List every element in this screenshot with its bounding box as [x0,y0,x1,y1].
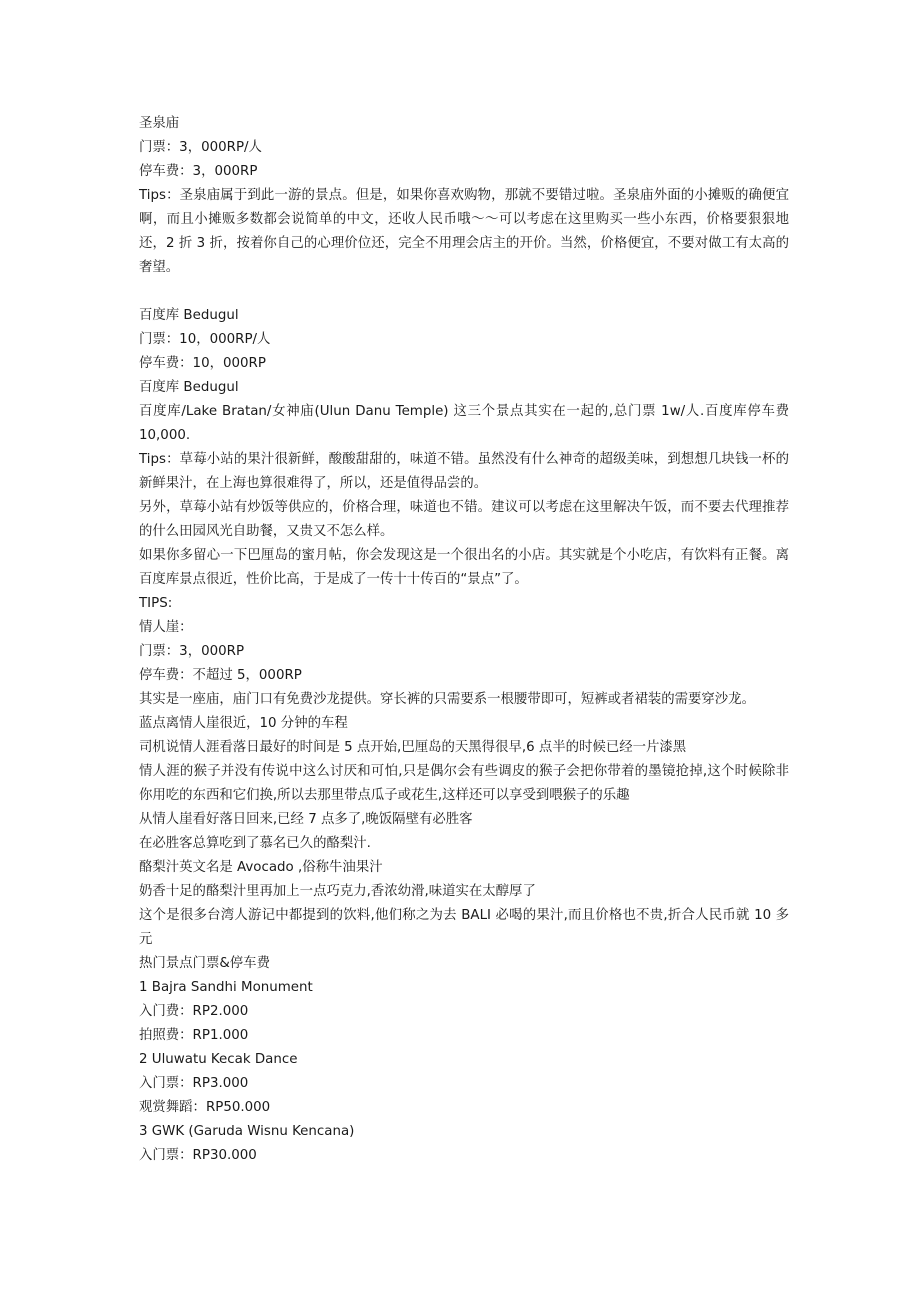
text-line: 酪梨汁英文名是 Avocado ,俗称牛油果汁 [139,860,383,875]
tips-paragraph: Tips：草莓小站的果汁很新鲜，酸酸甜甜的，味道不错。虽然没有什么神奇的超级美味，到想想几块钱一杯的新鲜果汁，在上海也算很难得了，所以，还是值得品尝的。 [139,452,789,491]
temple-title: 百度库 Bedugul [139,308,239,323]
parking-line: 停车费：10，000RP [139,356,266,371]
section-title: 热门景点门票&停车费 [139,956,270,971]
section-title: 情人崖： [139,620,193,635]
blank-line [139,280,789,304]
attraction-title: 3 GWK (Garuda Wisnu Kencana) [139,1124,355,1139]
attraction-title: 2 Uluwatu Kecak Dance [139,1052,298,1067]
text-paragraph: 如果你多留心一下巴厘岛的蜜月帖，你会发现这是一个很出名的小店。其实就是个小吃店，有饮料有正餐。离百度库景点很近，性价比高，于是成了一传十十传百的“景点”了。 [139,548,789,587]
temple-title: 圣泉庙 [139,116,180,131]
fee-line: 入门票：RP3.000 [139,1076,249,1091]
text-paragraph: 百度库/Lake Bratan/女神庙(Ulun Danu Temple) 这三个景点其实在一起的,总门票 1w/人.百度库停车费 10,000. [139,404,789,443]
text-line: 蓝点离情人崖很近，10 分钟的车程 [139,716,348,731]
text-line: 在必胜客总算吃到了慕名已久的酪梨汁. [139,836,371,851]
document-page [139,112,789,1168]
fee-line: 入门票：RP30.000 [139,1148,257,1163]
text-line: 司机说情人涯看落日最好的时间是 5 点开始,巴厘岛的天黑得很早,6 点半的时候已经一片漆黑 [139,740,687,755]
parking-line: 停车费：3，000RP [139,164,258,179]
attraction-title: 1 Bajra Sandhi Monument [139,980,313,995]
fee-line: 观赏舞蹈：RP50.000 [139,1100,271,1115]
text-line: 从情人崖看好落日回来,已经 7 点多了,晚饭隔壁有必胜客 [139,812,473,827]
text-paragraph: 另外，草莓小站有炒饭等供应的，价格合理，味道也不错。建议可以考虑在这里解决午饭，而不要去代理推荐的什么田园风光自助餐，又贵又不怎么样。 [139,500,789,539]
ticket-line: 门票：3，000RP [139,644,245,659]
ticket-line: 门票：3，000RP/人 [139,140,262,155]
parking-line: 停车费：不超过 5，000RP [139,668,302,683]
text-line: 奶香十足的酪梨汁里再加上一点巧克力,香浓幼滑,味道实在太醇厚了 [139,884,536,899]
ticket-line: 门票：10，000RP/人 [139,332,271,347]
text-paragraph: 这个是很多台湾人游记中都提到的饮料,他们称之为去 BALI 必喝的果汁,而且价格也不贵,折合人民币就 10 多元 [139,908,789,947]
tips-heading: TIPS: [139,596,173,611]
text-paragraph: 情人涯的猴子并没有传说中这么讨厌和可怕,只是偶尔会有些调皮的猴子会把你带着的墨镜抢掉,这个时候除非你用吃的东西和它们换,所以去那里带点瓜子或花生,这样还可以享受到喂猴子的乐趣 [139,764,789,803]
fee-line: 拍照费：RP1.000 [139,1028,249,1043]
section-title: 百度库 Bedugul [139,380,239,395]
fee-line: 入门费：RP2.000 [139,1004,249,1019]
tips-paragraph: Tips：圣泉庙属于到此一游的景点。但是，如果你喜欢购物，那就不要错过啦。圣泉庙外面的小摊贩的确便宜啊，而且小摊贩多数都会说简单的中文，还收人民币哦～～可以考虑在这里购买一些小东西，价格要狠狠地还，2 折 3 折，按着你自己的心理价位还，完全不用理会店主的开价。当然，价格便宜，不要对做工有太高的奢望。 [139,188,789,275]
text-line: 其实是一座庙，庙门口有免费沙龙提供。穿长裤的只需要系一根腰带即可，短裤或者裙装的需要穿沙龙。 [139,692,755,707]
